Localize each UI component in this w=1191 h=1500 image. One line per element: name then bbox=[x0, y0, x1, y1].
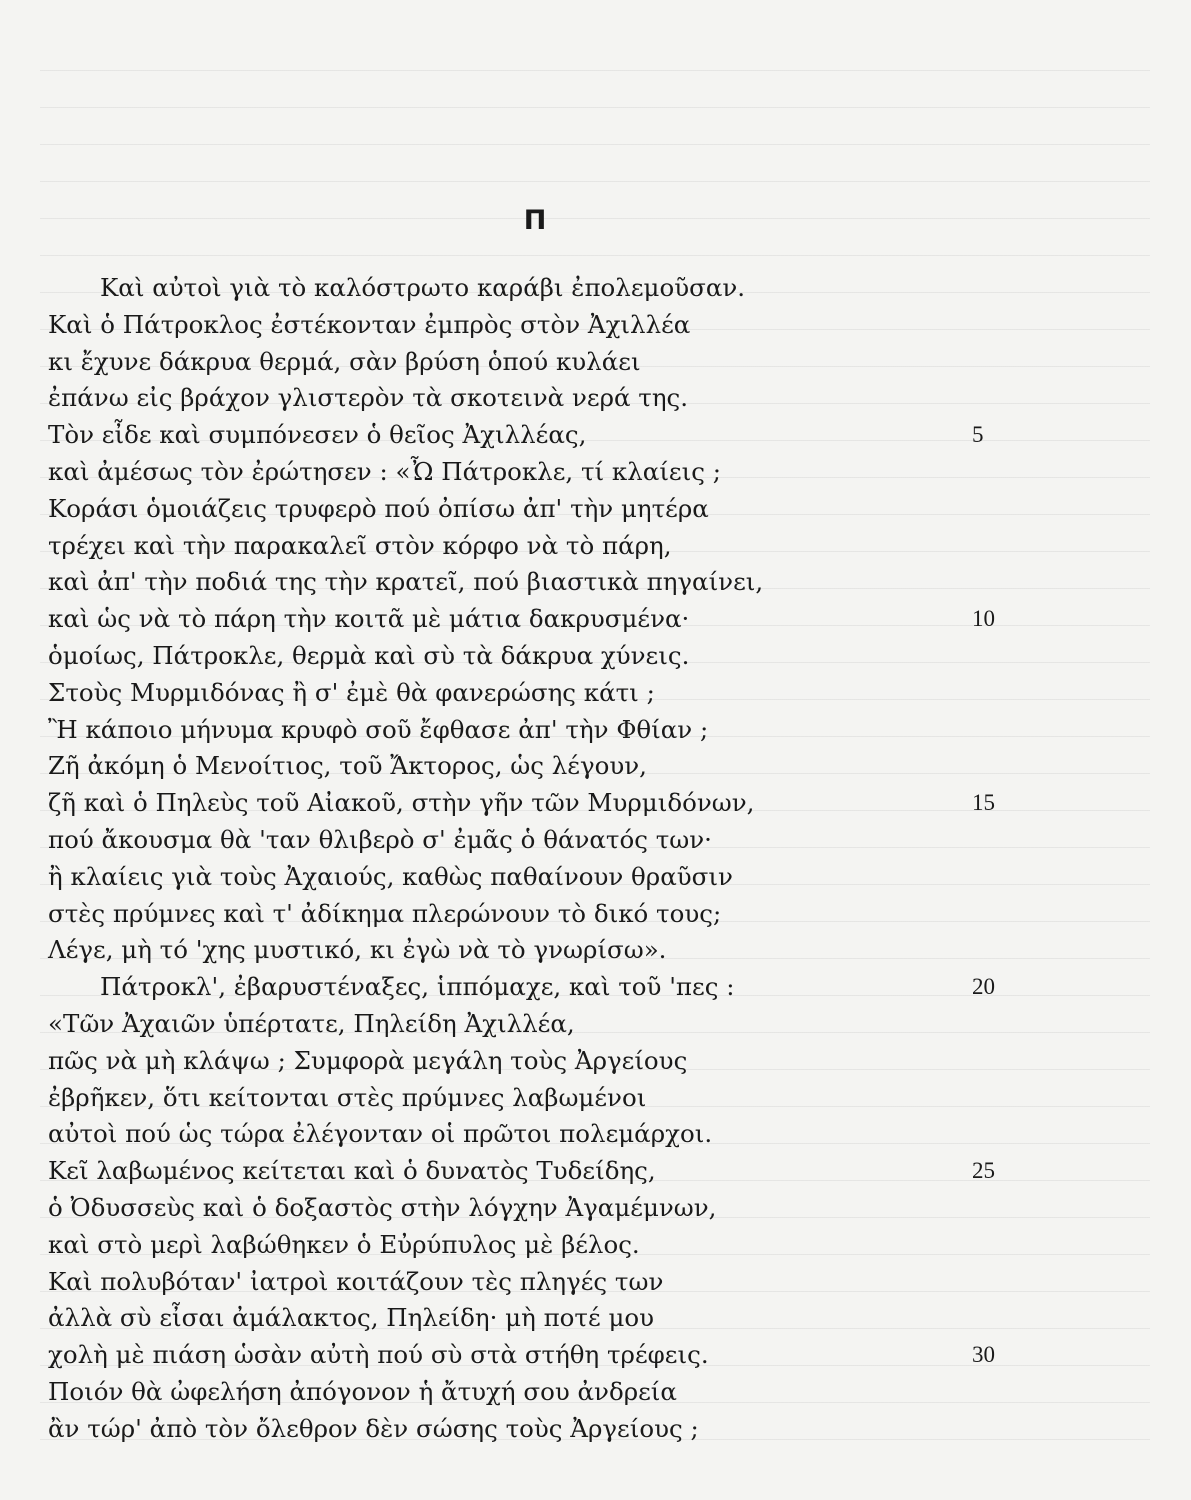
verse-line bbox=[48, 859, 1048, 896]
verse-line bbox=[48, 822, 1048, 859]
verse-text: καὶ ἀμέσως τὸν ἐρώτησεν : «Ὦ Πάτροκλε, τί κλαίεις ; bbox=[48, 456, 721, 486]
verse-text: ἂν τώρ' ἀπὸ τὸν ὄλεθρον δὲν σώσης τοὺς Ἀργείους ; bbox=[48, 1413, 699, 1443]
verse-line bbox=[48, 785, 1048, 822]
verse-text: Καὶ αὐτοὶ γιὰ τὸ καλόστρωτο καράβι ἐπολεμοῦσαν. bbox=[100, 273, 746, 302]
verse-line bbox=[48, 1227, 1048, 1264]
verse-line bbox=[48, 417, 1048, 454]
verse-line bbox=[48, 270, 1048, 307]
verse-text: Τὸν εἶδε καὶ συμπόνεσεν ὁ θεῖος Ἀχιλλέας, bbox=[48, 420, 587, 450]
verse-text: στὲς πρύμνες καὶ τ' ἀδίκημα πλερώνουν τὸ δικό τους; bbox=[48, 898, 722, 928]
line-number: 15 bbox=[972, 790, 995, 816]
line-number: 10 bbox=[972, 606, 995, 632]
verse-line bbox=[48, 712, 1048, 749]
verse-line bbox=[48, 638, 1048, 675]
verse-line bbox=[48, 1374, 1048, 1411]
verse-line bbox=[48, 1411, 1048, 1448]
verse-line bbox=[48, 1043, 1048, 1080]
verse-text: ἐβρῆκεν, ὅτι κείτονται στὲς πρύμνες λαβωμένοι bbox=[48, 1082, 647, 1112]
line-number: 5 bbox=[972, 422, 984, 448]
verse-line bbox=[48, 1337, 1048, 1374]
verse-line bbox=[48, 1116, 1048, 1153]
verse-text: Πάτροκλ', ἐβαρυστέναξες, ἱππόμαχε, καὶ τοῦ 'πες : bbox=[100, 972, 735, 1002]
verse-line bbox=[48, 491, 1048, 528]
verse-line bbox=[48, 1190, 1048, 1227]
verse-line bbox=[48, 601, 1048, 638]
verse-text: Στοὺς Μυρμιδόνας ἢ σ' ἐμὲ θὰ φανερώσης κάτι ; bbox=[48, 677, 655, 707]
verse-line bbox=[48, 1080, 1048, 1117]
verse-line bbox=[48, 1300, 1048, 1337]
chapter-heading: Π bbox=[523, 205, 547, 236]
verse-text: ὁ Ὀδυσσεὺς καὶ ὁ δοξαστὸς στὴν λόγχην Ἀγαμέμνων, bbox=[48, 1192, 717, 1222]
verse-text: Καὶ ὁ Πάτροκλος ἐστέκονταν ἐμπρὸς στὸν Ἀχιλλέα bbox=[48, 309, 691, 339]
verse-text: πῶς νὰ μὴ κλάψω ; Συμφορὰ μεγάλη τοὺς Ἀργείους bbox=[48, 1045, 688, 1075]
verse-text: καὶ στὸ μερὶ λαβώθηκεν ὁ Εὐρύπυλος μὲ βέλος. bbox=[48, 1229, 640, 1259]
verse-text: Ἢ κάποιο μήνυμα κρυφὸ σοῦ ἔφθασε ἀπ' τὴν Φθίαν ; bbox=[48, 714, 709, 744]
verse-line bbox=[48, 748, 1048, 785]
verse-line bbox=[48, 1264, 1048, 1301]
verse-text: Καὶ πολυβόταν' ἰατροὶ κοιτάζουν τὲς πληγές των bbox=[48, 1266, 664, 1296]
line-number: 30 bbox=[972, 1342, 995, 1368]
verse-line bbox=[48, 454, 1048, 491]
verse-text: Λέγε, μὴ τό 'χης μυστικό, κι ἐγὼ νὰ τὸ γνωρίσω». bbox=[48, 935, 667, 965]
verse-text: Κοράσι ὁμοιάζεις τρυφερὸ πού ὀπίσω ἀπ' τὴν μητέρα bbox=[48, 493, 709, 523]
verse-line bbox=[48, 564, 1048, 601]
verse-line bbox=[48, 344, 1048, 381]
line-number: 25 bbox=[972, 1158, 995, 1184]
verse-line bbox=[48, 380, 1048, 417]
verse-text: ἢ κλαίεις γιὰ τοὺς Ἀχαιούς, καθὼς παθαίνουν θραῦσιν bbox=[48, 861, 733, 891]
verse-text: τρέχει καὶ τὴν παρακαλεῖ στὸν κόρφο νὰ τὸ πάρη, bbox=[48, 530, 672, 560]
verse-text: Ποιόν θὰ ὠφελήση ἀπόγονον ἡ ἄτυχή σου ἀνδρεία bbox=[48, 1376, 677, 1406]
verse-text: Ζῆ ἀκόμη ὁ Μενοίτιος, τοῦ Ἄκτορος, ὡς λέγουν, bbox=[48, 751, 647, 781]
line-number: 20 bbox=[972, 974, 995, 1000]
verse-line bbox=[48, 307, 1048, 344]
verse-line bbox=[48, 1153, 1048, 1190]
verse-line bbox=[48, 1006, 1048, 1043]
verse-text: καὶ ὡς νὰ τὸ πάρη τὴν κοιτᾶ μὲ μάτια δακρυσμένα· bbox=[48, 604, 690, 634]
verse-text: χολὴ μὲ πιάση ὡσὰν αὐτὴ πού σὺ στὰ στήθη τρέφεις. bbox=[48, 1340, 709, 1370]
verse-text: ἀλλὰ σὺ εἶσαι ἀμάλακτος, Πηλείδη· μὴ ποτέ μου bbox=[48, 1303, 655, 1333]
verse-text: κι ἔχυνε δάκρυα θερμά, σὰν βρύση ὁπού κυλάει bbox=[48, 346, 641, 376]
verse-text: «Τῶν Ἀχαιῶν ὑπέρτατε, Πηλείδη Ἀχιλλέα, bbox=[48, 1008, 575, 1038]
verse-line bbox=[48, 896, 1048, 933]
verse-text: Κεῖ λαβωμένος κείτεται καὶ ὁ δυνατὸς Τυδείδης, bbox=[48, 1156, 656, 1186]
verse-text: ἐπάνω εἰς βράχον γλιστερὸν τὰ σκοτεινὰ νερά της. bbox=[48, 383, 689, 413]
poem-text bbox=[48, 270, 1048, 1448]
verse-text: καὶ ἀπ' τὴν ποδιά της τὴν κρατεῖ, πού βιαστικὰ πηγαίνει, bbox=[48, 567, 764, 597]
verse-text: ζῆ καὶ ὁ Πηλεὺς τοῦ Αἰακοῦ, στὴν γῆν τῶν Μυρμιδόνων, bbox=[48, 788, 755, 818]
verse-line bbox=[48, 932, 1048, 969]
verse-line bbox=[48, 675, 1048, 712]
verse-text: πού ἄκουσμα θὰ 'ταν θλιβερὸ σ' ἐμᾶς ὁ θάνατός των· bbox=[48, 824, 712, 854]
verse-text: αὐτοὶ πού ὡς τώρα ἐλέγονταν οἱ πρῶτοι πολεμάρχοι. bbox=[48, 1119, 713, 1149]
verse-line bbox=[48, 528, 1048, 565]
verse-text: ὁμοίως, Πάτροκλε, θερμὰ καὶ σὺ τὰ δάκρυα χύνεις. bbox=[48, 640, 690, 670]
verse-line bbox=[48, 969, 1048, 1006]
